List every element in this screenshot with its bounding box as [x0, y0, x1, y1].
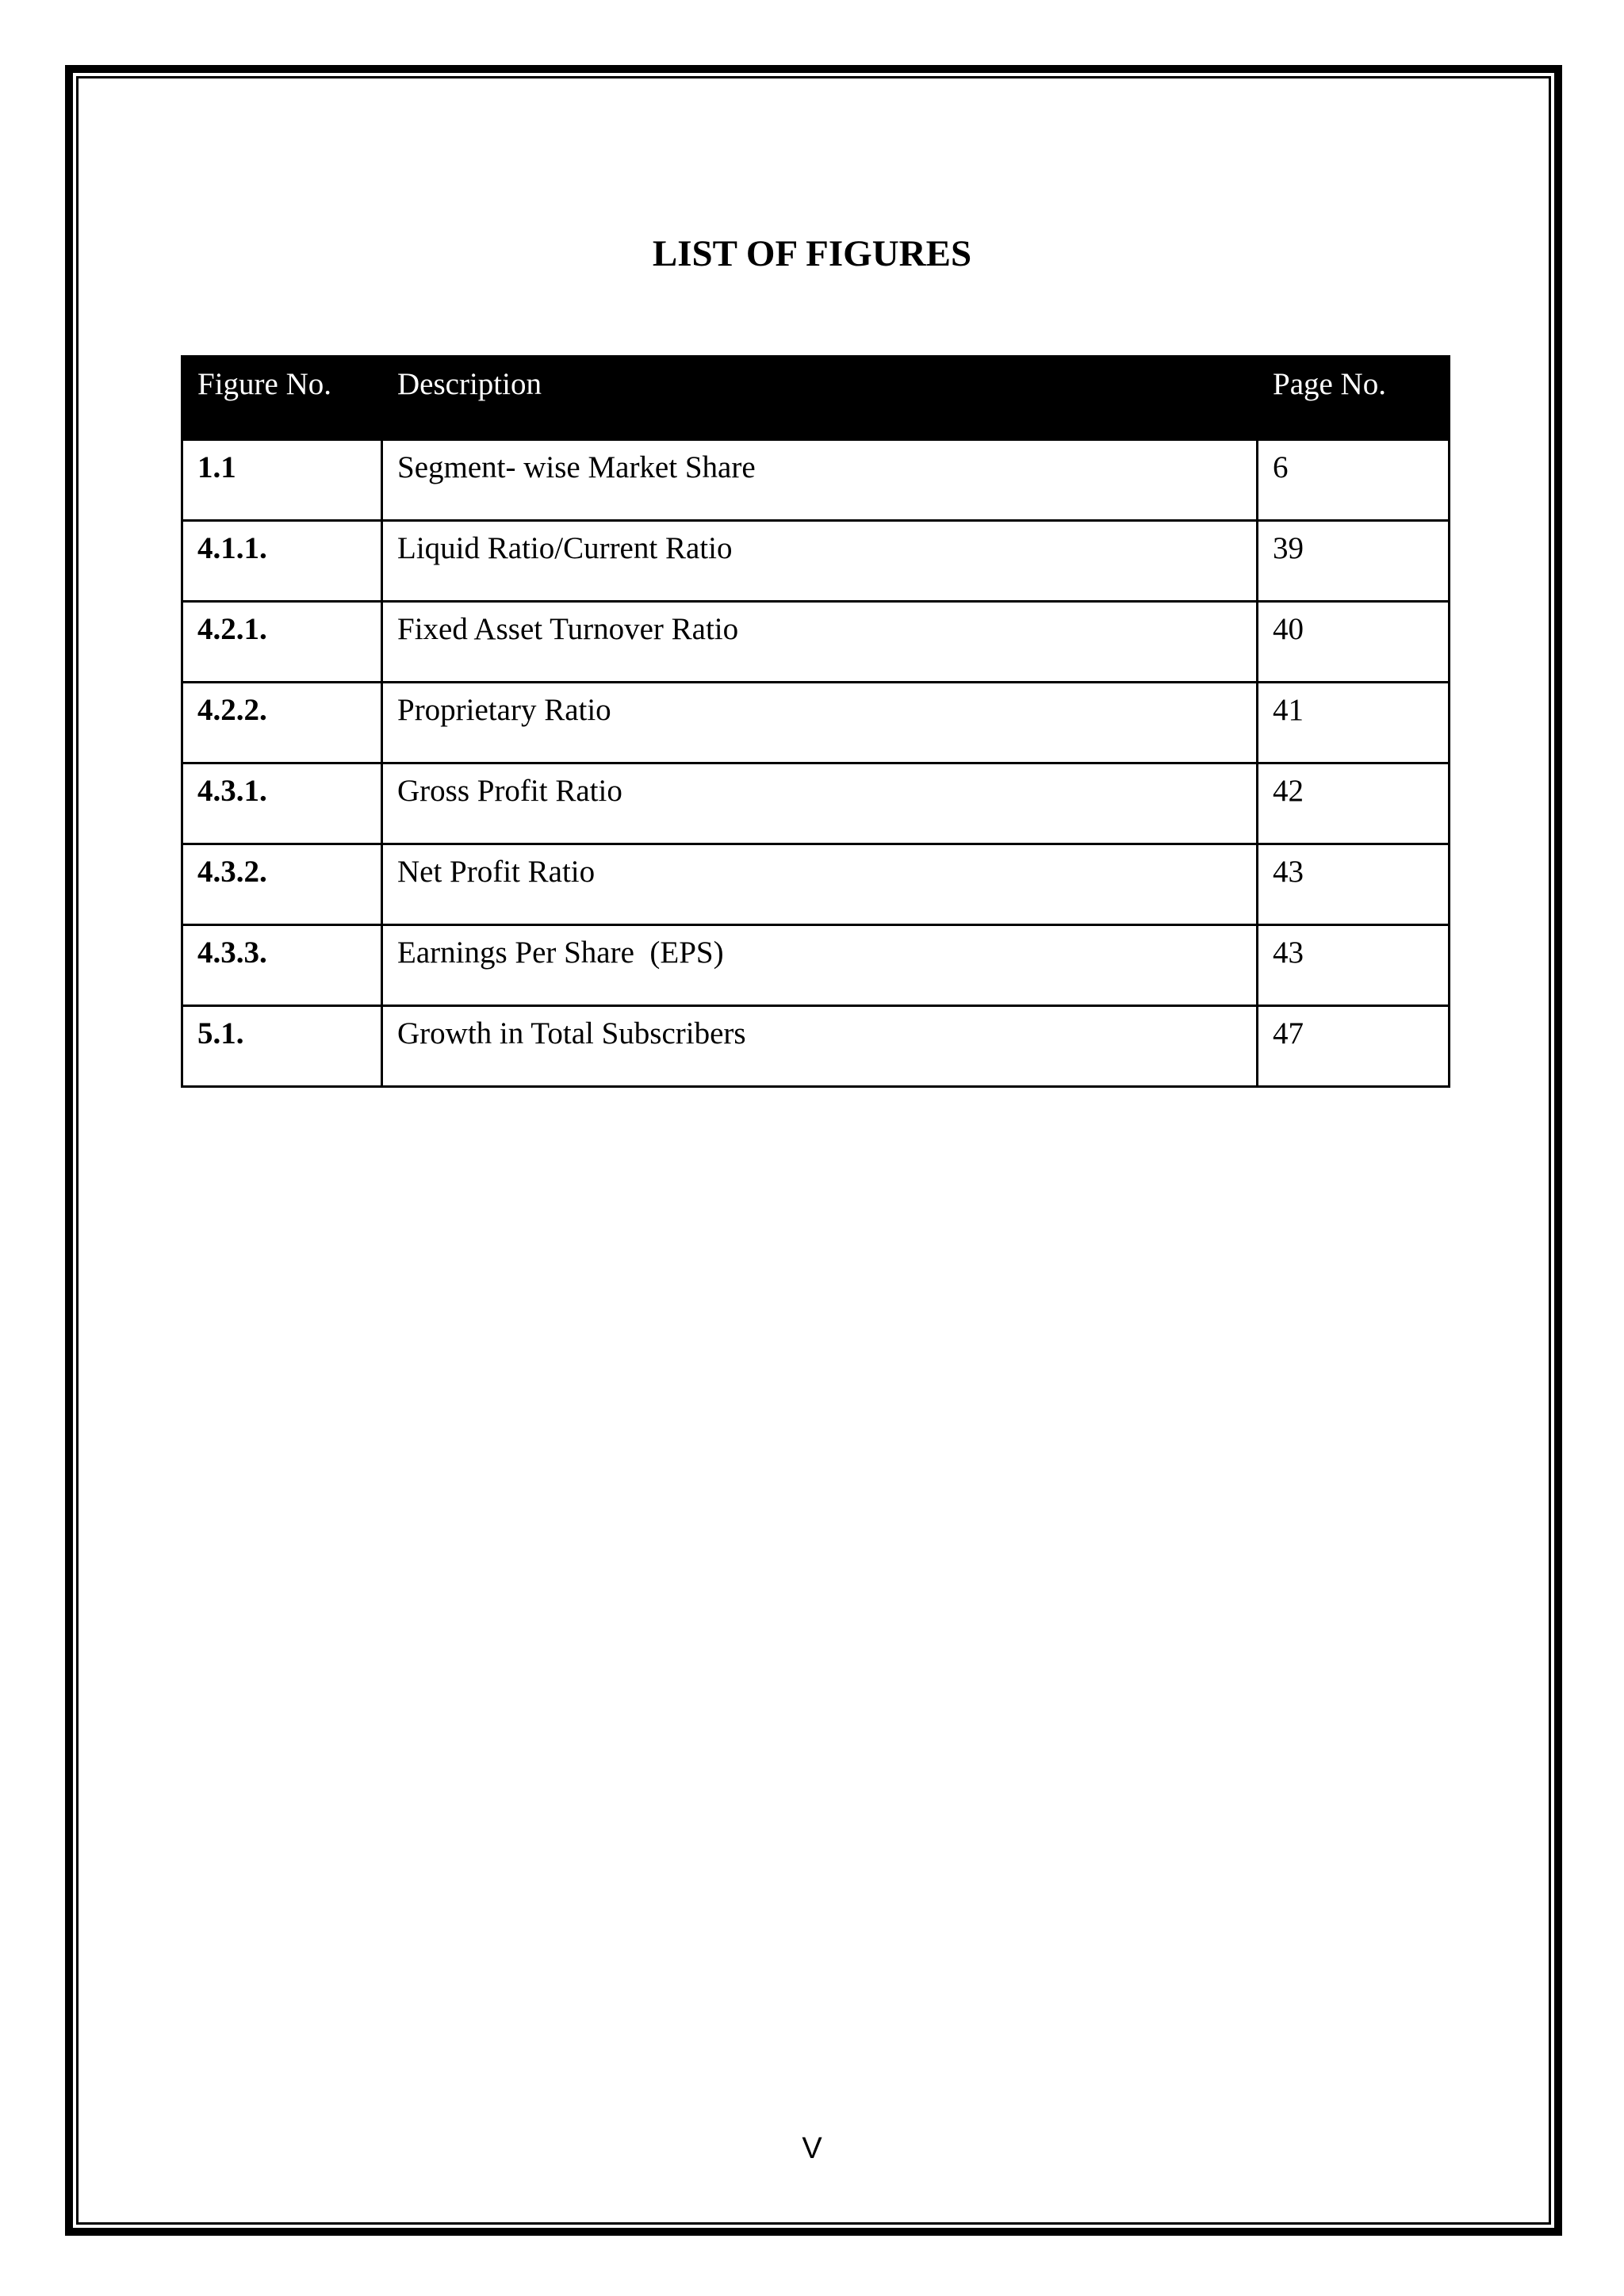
header-figure-no: Figure No.	[182, 357, 382, 440]
figure-page-number: 39	[1258, 521, 1450, 602]
figure-page-number: 6	[1258, 440, 1450, 521]
figure-number: 4.1.1.	[182, 521, 382, 602]
figure-page-number: 43	[1258, 925, 1450, 1006]
figure-number: 1.1	[182, 440, 382, 521]
table-row	[182, 1006, 1450, 1087]
figure-number: 4.3.2.	[182, 844, 382, 925]
figure-description: Liquid Ratio/Current Ratio	[382, 521, 1258, 602]
page-number: V	[802, 2132, 822, 2165]
figure-page-number: 42	[1258, 763, 1450, 844]
table-header-row	[182, 357, 1450, 440]
figures-table	[181, 355, 1450, 1088]
figure-page-number: 43	[1258, 844, 1450, 925]
table-row	[182, 683, 1450, 763]
table-row	[182, 925, 1450, 1006]
header-description: Description	[382, 357, 1258, 440]
figure-description: Earnings Per Share (EPS)	[382, 925, 1258, 1006]
page-title: LIST OF FIGURES	[652, 233, 972, 274]
figure-description: Fixed Asset Turnover Ratio	[382, 602, 1258, 683]
figure-description: Proprietary Ratio	[382, 683, 1258, 763]
table-row	[182, 844, 1450, 925]
figure-description: Gross Profit Ratio	[382, 763, 1258, 844]
figure-page-number: 40	[1258, 602, 1450, 683]
figure-page-number: 47	[1258, 1006, 1450, 1087]
figure-number: 4.3.1.	[182, 763, 382, 844]
figure-number: 4.3.3.	[182, 925, 382, 1006]
table-row	[182, 763, 1450, 844]
table-row	[182, 521, 1450, 602]
table-row	[182, 602, 1450, 683]
table-row	[182, 440, 1450, 521]
header-page-no: Page No.	[1258, 357, 1450, 440]
figure-description: Net Profit Ratio	[382, 844, 1258, 925]
figure-description: Growth in Total Subscribers	[382, 1006, 1258, 1087]
figure-description: Segment- wise Market Share	[382, 440, 1258, 521]
figure-page-number: 41	[1258, 683, 1450, 763]
figure-number: 4.2.1.	[182, 602, 382, 683]
figure-number: 5.1.	[182, 1006, 382, 1087]
figure-number: 4.2.2.	[182, 683, 382, 763]
